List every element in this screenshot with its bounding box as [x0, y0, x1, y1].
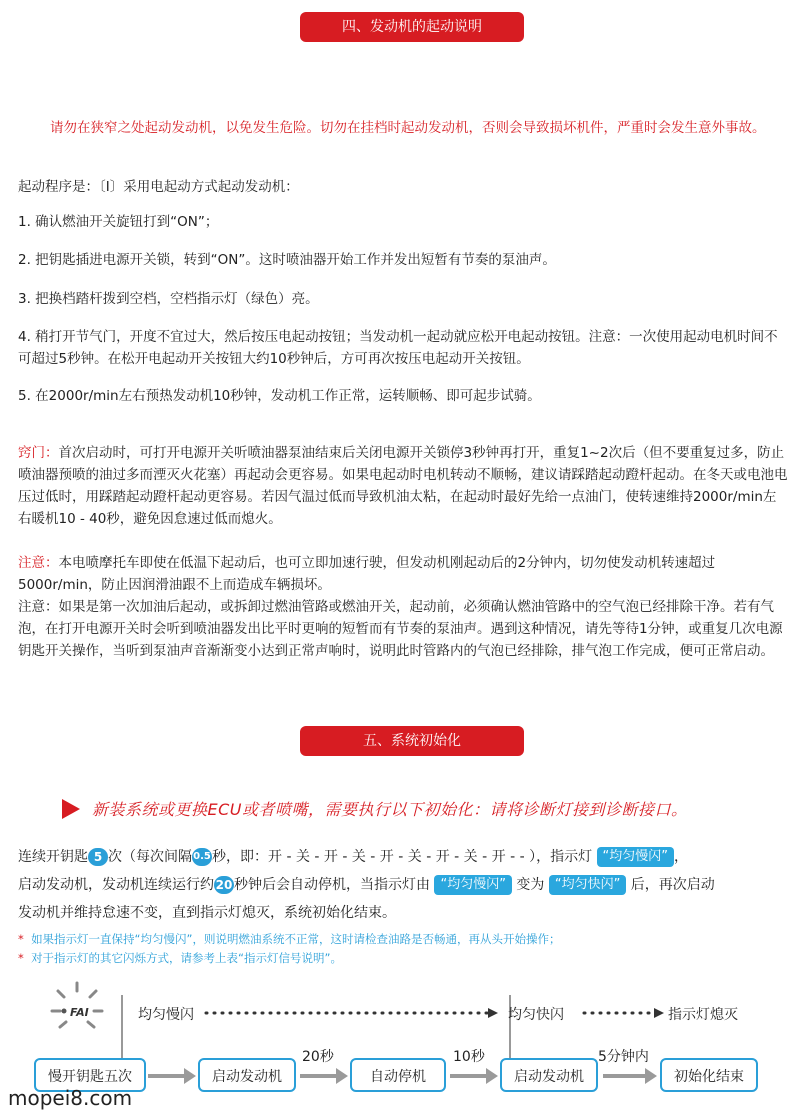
slow-flash-tag-2: “均匀慢闪” [434, 875, 511, 895]
state-slow-label: 均匀慢闪 [138, 1007, 194, 1023]
step-4: 4. 稍打开节气门，开度不宜过大，然后按压电起动按钮；当发动机一起动就应松开电起动按钮。注意：一次使用起动电机时间不可超过5秒钟。在松开电起动开关按钮大约10秒钟后，方可再次按压电起动开关按钮。 [18, 329, 778, 367]
init-text: 秒钟后会自动停机，当指示灯由 [234, 877, 430, 893]
seconds-badge: 20 [215, 878, 233, 892]
step-5: 5. 在2000r/min左右预热发动机10秒钟，发动机工作正常，运转顺畅、即可起步试骑。 [18, 388, 541, 404]
fai-label: FAI [70, 1006, 89, 1019]
fast-flash-tag: “均匀快闪” [549, 875, 626, 895]
section4-title: 四、发动机的起动说明 [300, 12, 524, 42]
flow-step: 启动发动机 [198, 1058, 296, 1092]
interval-label: 20秒 [302, 1049, 334, 1065]
flow-step: 启动发动机 [500, 1058, 598, 1092]
note-text: 对于指示灯的其它闪烁方式，请参考上表“指示灯信号说明”。 [31, 951, 342, 965]
init-banner: 新装系统或更换ECU或者喷嘴，需要执行以下初始化：请将诊断灯接到诊断接口。 [92, 800, 688, 819]
flow-step: 初始化结束 [660, 1058, 758, 1092]
init-line-2 [18, 871, 788, 899]
init-line-3: 发动机并维持怠速不变，直到指示灯熄灭，系统初始化结束。 [18, 905, 396, 921]
init-text: 启动发动机，发动机连续运行约 [18, 877, 214, 893]
step-1: 1. 确认燃油开关旋钮打到“ON”； [18, 214, 219, 230]
init-text: 秒，即：开 - 关 - 开 - 关 - 开 - 关 - 开 - 关 - 开 - - ），指示灯 [212, 849, 593, 865]
tip-paragraph [18, 442, 788, 530]
section5-title: 五、系统初始化 [300, 726, 524, 756]
interval-badge: 0.5 [192, 848, 212, 866]
note-text: 如果指示灯一直保持“均匀慢闪”，则说明燃油系统不正常，这时请检查油路是否畅通，再从头开始操作； [31, 932, 561, 946]
init-text: 后，再次启动 [630, 877, 715, 893]
play-arrow-icon [62, 799, 80, 819]
state-off-label: 指示灯熄灭 [668, 1007, 738, 1023]
tip-text: 首次启动时，可打开电源开关听喷油器泵油结束后关闭电源开关锁停3秒钟再打开，重复1~2次后（但不要重复过多，防止喷油器预喷的油过多而湮灭火花塞）再起动会更容易。如果电起动时电机转动不顺畅，建议请踩踏起动蹬杆起动。在冬天或电池电压过低时，用踩踏起动蹬杆起动更容易。若因气温过低而导致机油太粘，在起动时最好先给一点油门，使转速维持2000r/min左右暖机10 - 40秒，避免因怠速过低而熄火。 [18, 445, 788, 527]
init-text: 次（每次间隔 [108, 849, 192, 865]
note-item [18, 931, 560, 947]
init-text: 变为 [516, 877, 545, 893]
tip-label: 窍门： [18, 445, 59, 461]
state-fast-label: 均匀快闪 [508, 1007, 564, 1023]
slow-flash-tag: “均匀慢闪” [597, 847, 674, 867]
lamp-burst-icon [52, 983, 102, 1027]
note1-paragraph [18, 552, 788, 596]
note2-paragraph: 注意：如果是第一次加油后起动，或拆卸过燃油管路或燃油开关，起动前，必须确认燃油管路中的空气泡已经排除干净。若有气泡，在打开电源开关时会听到喷油器发出比平时更响的短暂而有节奏的泵油声。遇到这种情况，请先等待1分钟，或重复几次电源钥匙开关操作，当听到泵油声音渐渐变小达到正常声响时，说明此时管路内的气泡已经排除，排气泡工作完成，便可正常启动。 [18, 599, 783, 659]
init-line-1 [18, 843, 788, 871]
note-star: * [18, 951, 24, 965]
flow-step: 慢开钥匙五次 [34, 1058, 146, 1092]
warning-text: 请勿在狭窄之处起动发动机，以免发生危险。切勿在挂档时起动发动机，否则会导致损坏机件，严重时会发生意外事故。 [50, 120, 766, 136]
step-3: 3. 把换档踏杆拨到空档，空档指示灯（绿色）亮。 [18, 291, 319, 307]
step-2: 2. 把钥匙插进电源开关锁，转到“ON”。这时喷油器开始工作并发出短暂有节奏的泵油声。 [18, 252, 556, 268]
count-badge: 5 [88, 848, 108, 866]
note1-text: 本电喷摩托车即使在低温下起动后，也可立即加速行驶，但发动机刚起动后的2分钟内，切勿使发动机转速超过5000r/min，防止因润滑油跟不上而造成车辆损坏。 [18, 555, 716, 593]
note1-label: 注意： [18, 555, 59, 571]
flow-step: 自动停机 [350, 1058, 446, 1092]
note-item [18, 950, 342, 966]
interval-label: 10秒 [453, 1049, 485, 1065]
init-text: ， [674, 849, 689, 865]
interval-label: 5分钟内 [598, 1049, 649, 1065]
note-star: * [18, 932, 24, 946]
init-text: 连续开钥匙 [18, 849, 88, 865]
procedure-intro: 起动程序是：〔Ⅰ〕采用电起动方式起动发动机： [18, 179, 299, 195]
watermark: mopei8.com [8, 1086, 133, 1110]
